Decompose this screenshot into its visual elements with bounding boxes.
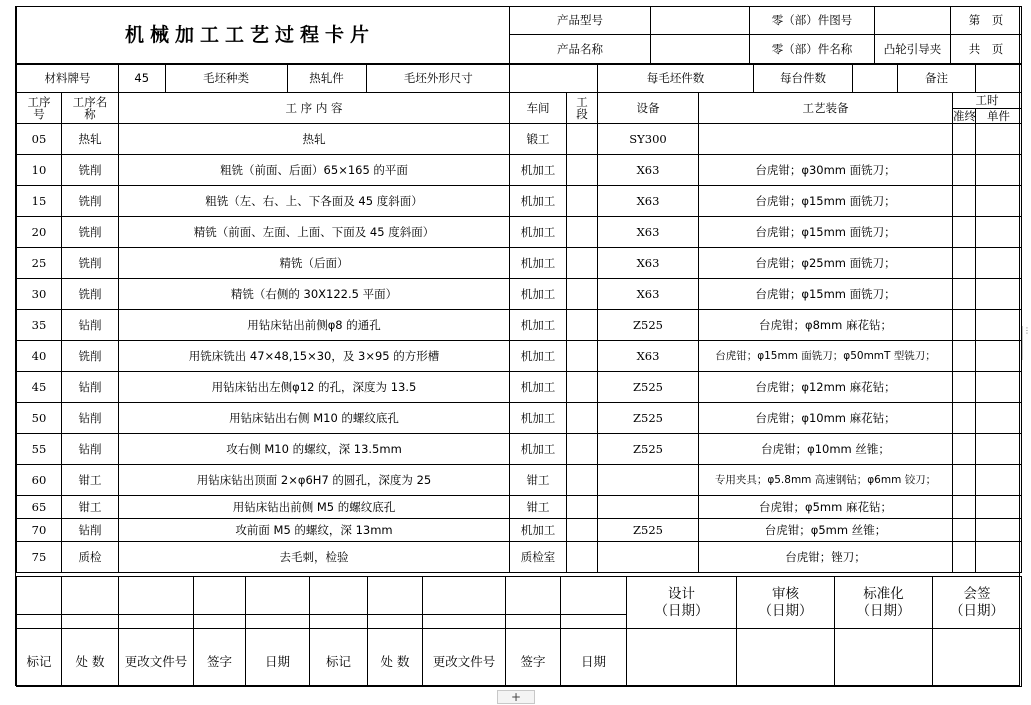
op-name: 质检 [62,542,119,573]
op-tooling: 台虎钳；φ10mm 麻花钻； [699,403,953,434]
table-row [17,542,1022,573]
blank-type-value[interactable]: 热轧件 [287,65,366,92]
op-workshop: 质检室 [510,542,567,573]
standard-approval [835,577,933,629]
table-row [17,310,1022,341]
op-tooling: 台虎钳；锉刀； [699,542,953,573]
op-no: 50 [17,403,62,434]
material-value[interactable]: 45 [119,65,165,92]
process-card-sheet [15,6,1020,686]
note-value[interactable] [976,65,1022,93]
op-workshop: 钳工 [510,496,567,519]
op-setup-time[interactable] [953,124,976,155]
table-row [17,186,1022,217]
table-row [17,465,1022,496]
sig-label-count: 处 数 [368,629,423,687]
op-section [567,248,598,279]
material-subtable [119,65,510,92]
sig-blank[interactable] [194,577,246,615]
op-unit-time[interactable] [976,124,1022,155]
sig-blank[interactable] [17,577,62,615]
op-tooling: 台虎钳；φ8mm 麻花钻； [699,310,953,341]
sig-blank[interactable] [62,577,119,615]
col-setup: 准终 [953,108,976,123]
op-content: 用钻床钻出前侧 M5 的螺纹底孔 [119,496,510,519]
total-pages-label: 共 页 [951,35,1022,64]
op-setup-time[interactable] [953,341,976,372]
op-no: 75 [17,542,62,573]
op-no: 45 [17,372,62,403]
op-section [567,519,598,542]
op-section [567,124,598,155]
op-tooling: 台虎钳；φ15mm 面铣刀； [699,217,953,248]
part-drawing-no-value[interactable] [875,7,951,35]
review-date-label: （日期） [758,602,813,619]
op-content: 用钻床钻出顶面 2×φ6H7 的圆孔，深度为 25 [119,465,510,496]
countersign-date-label: （日期） [950,602,1004,619]
op-setup-time[interactable] [953,542,976,573]
op-content: 去毛刺，检验 [119,542,510,573]
op-name: 钻削 [62,310,119,341]
op-content: 用铣床铣出 47×48,15×30，及 3×95 的方形槽 [119,341,510,372]
op-section [567,372,598,403]
op-name: 钻削 [62,434,119,465]
sig-blank[interactable] [310,577,368,615]
op-workshop: 机加工 [510,519,567,542]
sig-blank[interactable] [561,615,627,629]
op-section [567,155,598,186]
op-name: 铣削 [62,155,119,186]
sig-label-date: 日期 [246,629,310,687]
op-unit-time[interactable] [976,465,1022,496]
op-setup-time[interactable] [953,434,976,465]
table-row [17,124,1022,155]
material-subcells [119,65,510,93]
sig-label-count: 处 数 [62,629,119,687]
product-name-label: 产品名称 [510,35,651,64]
op-setup-time[interactable] [953,155,976,186]
table-row [17,403,1022,434]
standard-date-label: （日期） [856,602,911,619]
op-no: 10 [17,155,62,186]
countersign-label: 会签 [963,585,991,602]
per-unit-value[interactable] [853,65,898,93]
op-no: 70 [17,519,62,542]
op-name: 钳工 [62,496,119,519]
op-no: 20 [17,217,62,248]
op-no: 65 [17,496,62,519]
table-row [17,434,1022,465]
col-unit: 单件 [976,109,1022,124]
add-sheet-button[interactable]: + [497,690,535,704]
sig-blank[interactable] [423,615,506,629]
sig-blank[interactable] [561,577,627,615]
op-equipment: X63 [598,155,699,186]
op-equipment: Z525 [598,519,699,542]
review-label: 审核 [772,585,799,602]
note-label: 备注 [898,65,976,93]
op-equipment: X63 [598,341,699,372]
col-tooling: 工艺装备 [699,93,953,124]
product-name-value[interactable] [651,35,750,64]
op-content: 精铣（前面、左面、上面、下面及 45 度斜面） [119,217,510,248]
op-setup-time[interactable] [953,496,976,519]
op-unit-time[interactable] [976,248,1022,279]
table-row [17,496,1022,519]
op-content: 粗铣（左、右、上、下各面及 45 度斜面） [119,186,510,217]
op-section [567,542,598,573]
table-row [17,372,1022,403]
op-setup-time[interactable] [953,279,976,310]
sig-blank[interactable] [119,615,194,629]
design-date-label: （日期） [654,602,709,619]
op-equipment: X63 [598,186,699,217]
product-model-value[interactable] [651,7,750,35]
review-approval [737,577,835,629]
col-workshop: 车间 [510,93,567,124]
sig-label-signature: 签字 [194,629,246,687]
op-workshop: 机加工 [510,248,567,279]
op-section [567,186,598,217]
op-name: 钻削 [62,519,119,542]
col-section: 工段 [567,93,598,124]
op-no: 05 [17,124,62,155]
op-section [567,310,598,341]
op-tooling: 台虎钳；φ10mm 丝锥； [699,434,953,465]
sig-blank[interactable] [194,615,246,629]
design-sign-box[interactable] [627,629,737,687]
op-section [567,279,598,310]
sig-blank[interactable] [506,577,561,615]
op-tooling [699,124,953,155]
op-workshop: 机加工 [510,434,567,465]
op-unit-time[interactable] [976,310,1022,341]
op-section [567,341,598,372]
table-row [17,279,1022,310]
op-name: 热轧 [62,124,119,155]
op-unit-time[interactable] [976,496,1022,519]
op-setup-time[interactable] [953,465,976,496]
process-table [16,64,1022,573]
op-equipment: X63 [598,217,699,248]
op-unit-time[interactable] [976,542,1022,573]
product-model-label: 产品型号 [510,7,651,35]
op-setup-time[interactable] [953,310,976,341]
op-unit-time[interactable] [976,341,1022,372]
op-unit-time[interactable] [976,155,1022,186]
op-content: 精铣（右侧的 30X122.5 平面） [119,279,510,310]
sig-blank[interactable] [423,577,506,615]
table-row [17,341,1022,372]
op-name: 铣削 [62,186,119,217]
op-equipment: SY300 [598,124,699,155]
op-workshop: 机加工 [510,217,567,248]
op-workshop: 机加工 [510,341,567,372]
op-tooling: 专用夹具；φ5.8mm 高速钢钻；φ6mm 铰刀； [699,465,953,496]
op-tooling: 台虎钳；φ15mm 面铣刀；φ50mmT 型铣刀； [699,341,953,372]
split-handle-icon[interactable]: ⋮ [1022,326,1031,360]
op-unit-time[interactable] [976,186,1022,217]
op-setup-time[interactable] [953,519,976,542]
op-workshop: 机加工 [510,155,567,186]
op-unit-time[interactable] [976,434,1022,465]
op-setup-time[interactable] [953,372,976,403]
op-equipment: Z525 [598,434,699,465]
op-no: 40 [17,341,62,372]
col-hours: 工时 [953,93,1022,109]
review-sign-box[interactable] [737,629,835,687]
op-name: 钻削 [62,372,119,403]
standard-label: 标准化 [863,585,904,602]
op-workshop: 机加工 [510,279,567,310]
design-label: 设计 [668,585,695,602]
op-name: 钳工 [62,465,119,496]
sig-blank[interactable] [119,577,194,615]
op-section [567,217,598,248]
table-row [17,217,1022,248]
card-title: 机械加工工艺过程卡片 [17,7,510,64]
op-name: 铣削 [62,217,119,248]
sig-blank[interactable] [246,577,310,615]
sig-label-mark: 标记 [310,629,368,687]
sig-blank[interactable] [368,577,423,615]
op-content: 攻右侧 M10 的螺纹，深 13.5mm [119,434,510,465]
col-content: 工 序 内 容 [119,93,510,124]
per-blank-label: 每毛坯件数 [598,65,754,93]
op-workshop: 机加工 [510,372,567,403]
op-no: 30 [17,279,62,310]
op-section [567,403,598,434]
op-content: 用钻床钻出前侧φ8 的通孔 [119,310,510,341]
part-name-label: 零（部）件名称 [750,35,875,64]
col-op-name: 工序名称 [62,93,119,124]
op-setup-time[interactable] [953,248,976,279]
op-tooling: 台虎钳；φ15mm 面铣刀； [699,186,953,217]
table-row [17,519,1022,542]
op-tooling: 台虎钳；φ5mm 丝锥； [699,519,953,542]
op-equipment [598,496,699,519]
op-tooling: 台虎钳；φ30mm 面铣刀； [699,155,953,186]
op-content: 热轧 [119,124,510,155]
sig-blank[interactable] [246,615,310,629]
col-equipment: 设备 [598,93,699,124]
op-unit-time[interactable] [976,403,1022,434]
op-tooling: 台虎钳；φ5mm 麻花钻； [699,496,953,519]
op-workshop: 机加工 [510,403,567,434]
material-label: 材料牌号 [17,65,119,93]
table-row [17,248,1022,279]
op-tooling: 台虎钳；φ25mm 面铣刀； [699,248,953,279]
op-unit-time[interactable] [976,519,1022,542]
card-header [16,6,1022,64]
op-tooling: 台虎钳；φ15mm 面铣刀； [699,279,953,310]
countersign-approval [933,577,1022,629]
op-unit-time[interactable] [976,372,1022,403]
blank-size-value[interactable] [510,65,598,93]
standard-sign-box[interactable] [835,629,933,687]
op-content: 用钻床钻出左侧φ12 的孔，深度为 13.5 [119,372,510,403]
sig-blank[interactable] [62,615,119,629]
per-unit-label: 每台件数 [754,65,853,93]
op-workshop: 机加工 [510,186,567,217]
blank-size-label: 毛坯外形尺寸 [403,71,473,85]
op-no: 60 [17,465,62,496]
op-no: 35 [17,310,62,341]
sig-label-change-doc: 更改文件号 [423,629,506,687]
page-number-label: 第 页 [951,7,1022,35]
op-setup-time[interactable] [953,217,976,248]
sig-blank[interactable] [368,615,423,629]
part-drawing-no-label: 零（部）件图号 [750,7,875,35]
sig-blank[interactable] [506,615,561,629]
sig-blank[interactable] [310,615,368,629]
signature-area [16,576,1022,687]
op-workshop: 锻工 [510,124,567,155]
op-section [567,434,598,465]
op-setup-time[interactable] [953,403,976,434]
op-content: 攻前面 M5 的螺纹，深 13mm [119,519,510,542]
sig-label-mark: 标记 [17,629,62,687]
table-row [17,155,1022,186]
op-workshop: 机加工 [510,310,567,341]
op-setup-time[interactable] [953,186,976,217]
op-equipment: X63 [598,279,699,310]
op-no: 55 [17,434,62,465]
op-content: 精铣（后面） [119,248,510,279]
op-equipment [598,465,699,496]
op-section [567,496,598,519]
op-content: 用钻床钻出右侧 M10 的螺纹底孔 [119,403,510,434]
op-no: 25 [17,248,62,279]
op-unit-time[interactable] [976,217,1022,248]
sig-label-change-doc: 更改文件号 [119,629,194,687]
blank-type-label: 毛坯种类 [165,65,287,92]
op-no: 15 [17,186,62,217]
op-section [567,465,598,496]
material-row [17,65,1022,93]
sig-blank[interactable] [17,615,62,629]
op-content: 粗铣（前面、后面）65×165 的平面 [119,155,510,186]
op-tooling: 台虎钳；φ12mm 麻花钻； [699,372,953,403]
op-name: 铣削 [62,279,119,310]
design-approval [627,577,737,629]
sig-label-signature: 签字 [506,629,561,687]
op-name: 铣削 [62,341,119,372]
op-equipment [598,542,699,573]
part-name-value[interactable]: 凸轮引导夹 [875,35,951,64]
op-equipment: Z525 [598,310,699,341]
op-equipment: Z525 [598,403,699,434]
col-op-no: 工序号 [17,93,62,124]
op-unit-time[interactable] [976,279,1022,310]
op-equipment: Z525 [598,372,699,403]
sig-label-date: 日期 [561,629,627,687]
op-workshop: 钳工 [510,465,567,496]
op-equipment: X63 [598,248,699,279]
op-name: 铣削 [62,248,119,279]
countersign-sign-box[interactable] [933,629,1022,687]
op-name: 钻削 [62,403,119,434]
